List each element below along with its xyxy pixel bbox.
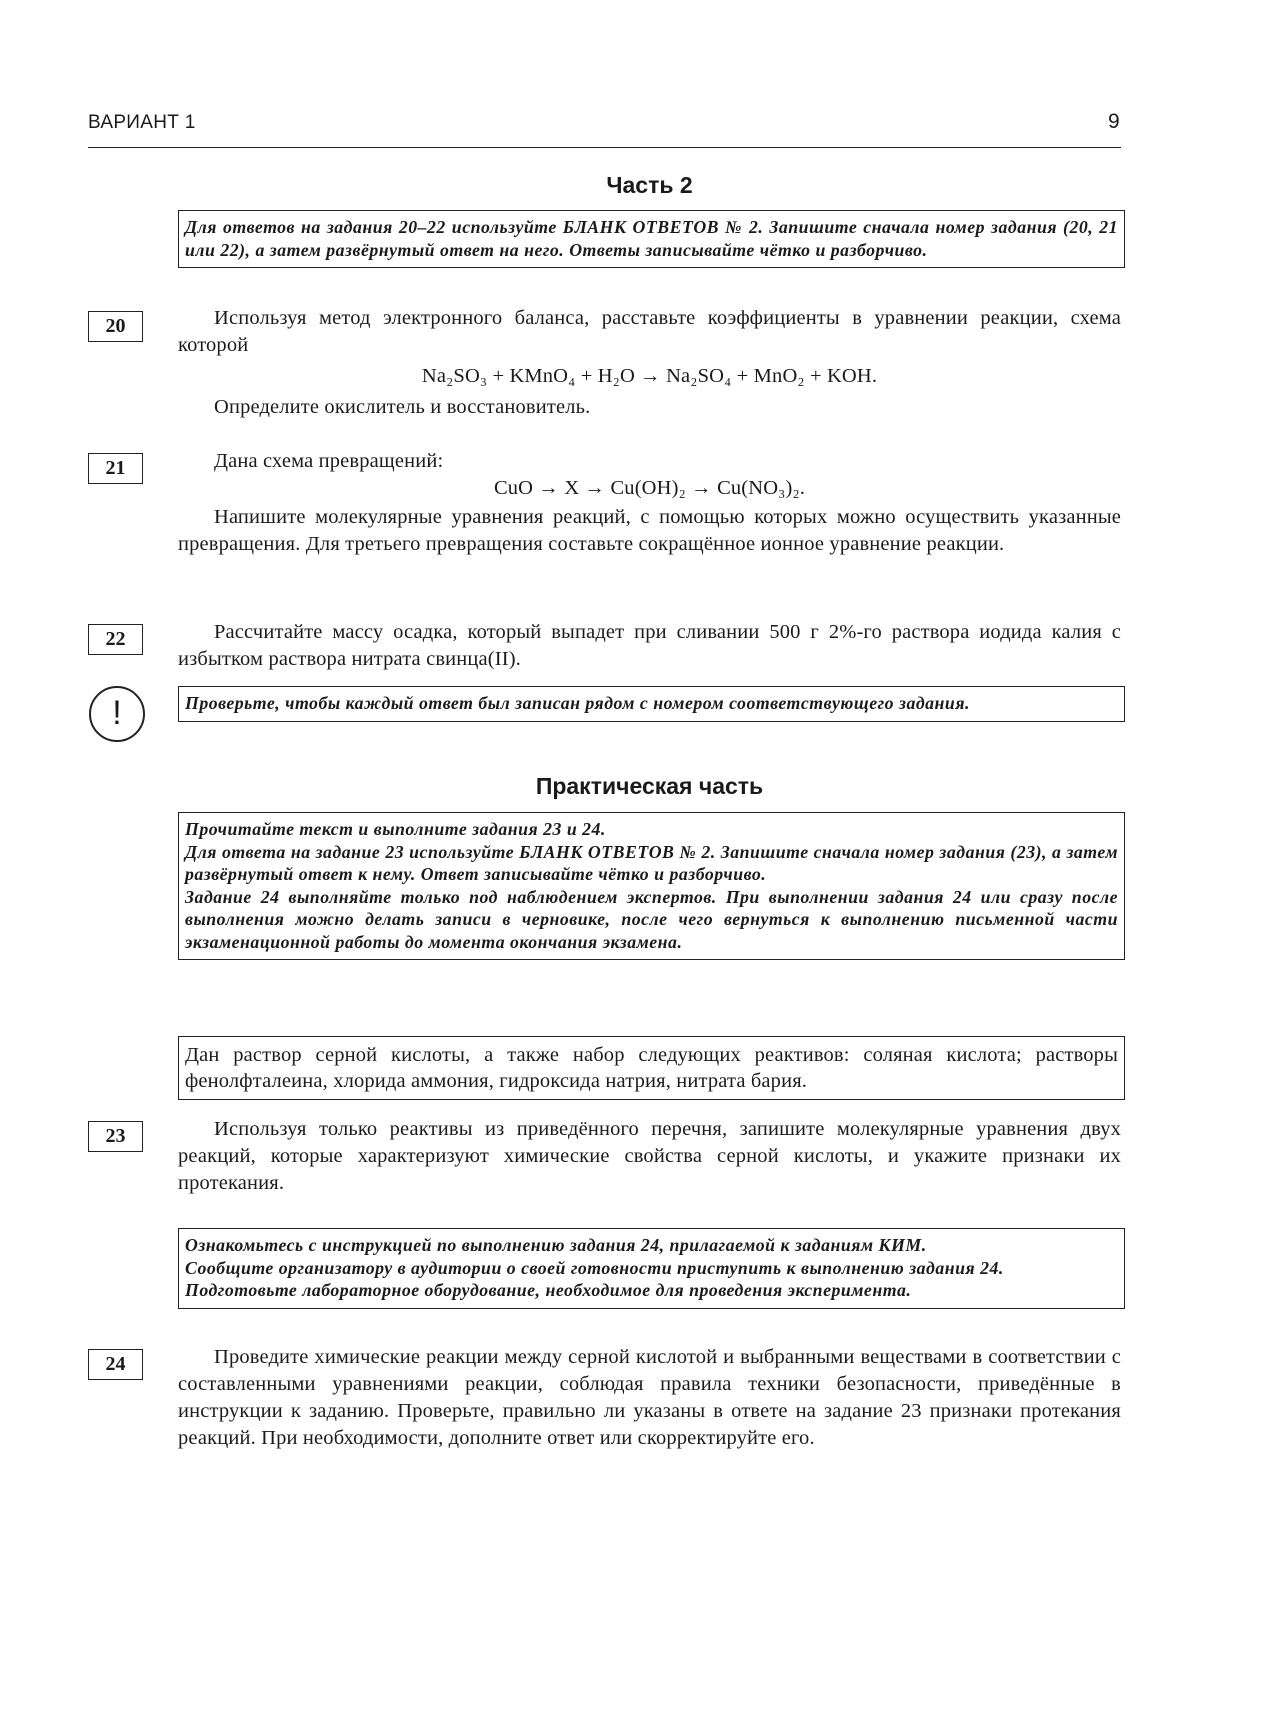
task-24-number: 24 bbox=[88, 1349, 143, 1380]
warning-box bbox=[178, 686, 1125, 722]
warning-text: Проверьте, чтобы каждый ответ был записан рядом с номером соответствующего задания. bbox=[185, 693, 970, 713]
practical-instruction-box bbox=[178, 812, 1125, 960]
task-20-number: 20 bbox=[88, 311, 143, 342]
part2-instruction-text: Для ответов на задания 20–22 используйте БЛАНК ОТВЕТОВ № 2. Запишите сначала номер задания (20, 21 или 22), а затем развёрнутый ответ на него. Ответы записывайте чётко и разборчиво. bbox=[185, 217, 1118, 260]
task-24-text: Проведите химические реакции между серной кислотой и выбранными веществами в соответствии с составленными уравнениями реакции, соблюдая правила техники безопасности, приведённые в инструкции к заданию. Проверьте, правильно ли указаны в ответе на задание 23 признаки протекания реакций. При необходимости, дополните ответ или скорректируйте его. bbox=[178, 1346, 1121, 1449]
task-23 bbox=[178, 1116, 1121, 1197]
task-21 bbox=[178, 448, 1121, 558]
task-20-text: Используя метод электронного баланса, расставьте коэффициенты в уравнении реакции, схема которой bbox=[178, 307, 1121, 356]
task-21-scheme: CuO → X → Cu(OH)₂ → Cu(NO₃)₂. bbox=[493, 477, 806, 499]
task-21-intro: Дана схема превращений: bbox=[214, 450, 444, 472]
task-22-number: 22 bbox=[88, 624, 143, 655]
task-21-text: Напишите молекулярные уравнения реакций, с помощью которых можно осуществить указанные превращения. Для третьего превращения составьте сокращённое ионное уравнение реакции. bbox=[178, 506, 1121, 555]
task-22 bbox=[178, 619, 1121, 673]
task-21-number: 21 bbox=[88, 453, 143, 484]
task-20-question: Определите окислитель и восстановитель. bbox=[214, 396, 591, 418]
reagents-text: Дан раствор серной кислоты, а также набор следующих реактивов: соляная кислота; растворы фенолфталеина, хлорида аммония, гидроксида натрия, нитрата бария. bbox=[185, 1044, 1118, 1092]
task-20-equation-text: Na₂SO₃ + KMnO₄ + H₂O → Na₂SO₄ + MnO₂ + KOH. bbox=[421, 365, 878, 387]
warning-exclamation-icon: ! bbox=[89, 686, 145, 742]
practical-instruction-1: Прочитайте текст и выполните задания 23 и 24. bbox=[185, 819, 606, 839]
task-20-equation bbox=[178, 363, 1121, 390]
header-divider bbox=[88, 147, 1121, 148]
running-header-variant: ВАРИАНТ 1 bbox=[88, 112, 196, 133]
task-23-text: Используя только реактивы из приведённого перечня, запишите молекулярные уравнения двух реакций, которые характеризуют химические свойства серной кислоты, и укажите признаки их протекания. bbox=[178, 1118, 1121, 1194]
task-20 bbox=[178, 305, 1121, 421]
task-24-instruction-2: Сообщите организатору в аудитории о своей готовности приступить к выполнению задания 24. bbox=[185, 1257, 1004, 1278]
task-22-text: Рассчитайте массу осадка, который выпадет при сливании 500 г 2%-го раствора иодида калия с избытком раствора нитрата свинца(II). bbox=[178, 621, 1121, 670]
reagents-box bbox=[178, 1036, 1125, 1100]
task-24-instruction-1: Ознакомьтесь с инструкцией по выполнению задания 24, прилагаемой к заданиям КИМ. bbox=[185, 1235, 927, 1255]
task-24-instruction-box bbox=[178, 1228, 1125, 1309]
task-24 bbox=[178, 1344, 1121, 1452]
page-number: 9 bbox=[1108, 110, 1120, 133]
practical-instruction-2: Для ответа на задание 23 используйте БЛАНК ОТВЕТОВ № 2. Запишите сначала номер задания (23), а затем развёрнутый ответ к нему. Ответ записывайте чётко и разборчиво. bbox=[185, 841, 1118, 884]
practical-part-title: Практическая часть bbox=[535, 773, 764, 799]
task-23-number: 23 bbox=[88, 1121, 143, 1152]
task-24-instruction-3: Подготовьте лабораторное оборудование, необходимое для проведения эксперимента. bbox=[185, 1280, 912, 1300]
practical-instruction-3: Задание 24 выполняйте только под наблюдением экспертов. При выполнении задания 24 или сразу после выполнения можно делать записи в черновике, после чего вернуться к выполнению письменной части экзаменационной работы до момента окончания экзамена. bbox=[185, 886, 1118, 952]
part2-instruction-box bbox=[178, 210, 1125, 268]
part2-title: Часть 2 bbox=[606, 172, 693, 198]
